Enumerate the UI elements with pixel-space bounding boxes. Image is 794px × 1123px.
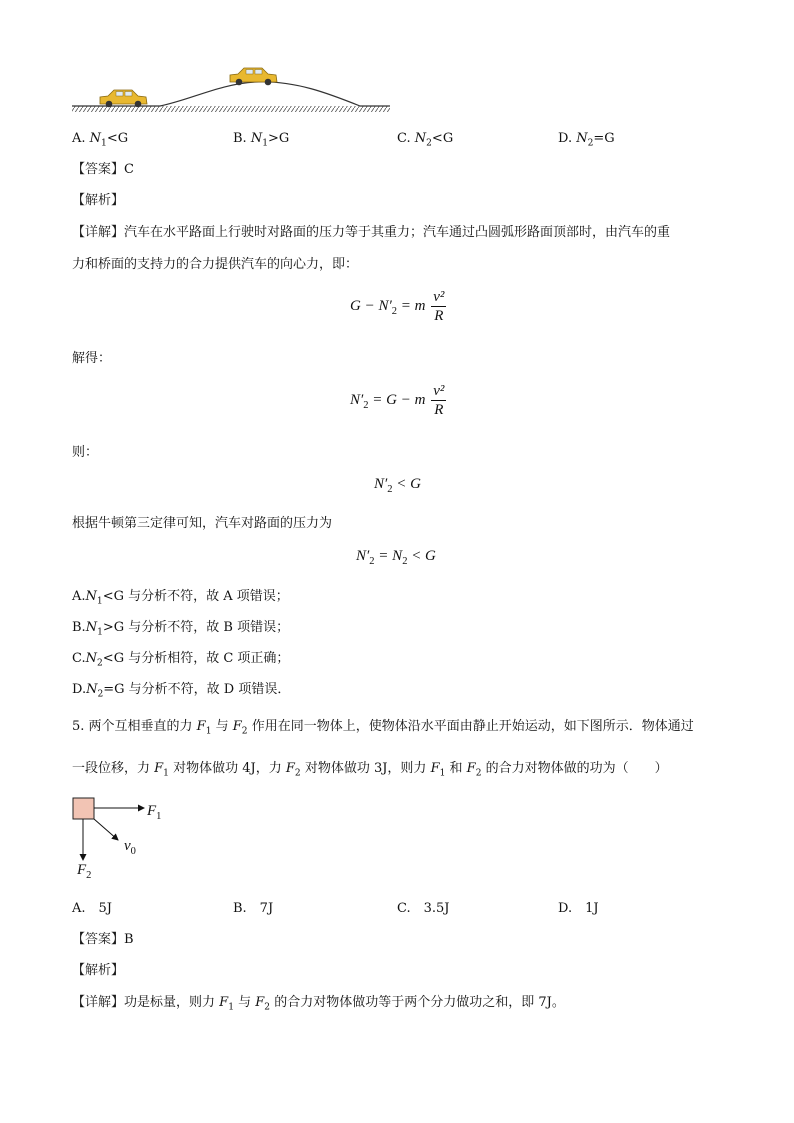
q5-option-d: D. 1J xyxy=(558,901,599,916)
q4-option-a: A. $N_1<G$ xyxy=(72,131,129,149)
q5-answer: 【答案】B xyxy=(72,932,134,947)
q4-option-c: C. $N_2<G$ xyxy=(397,131,454,149)
q5-analysis-tag: 【解析】 xyxy=(72,963,125,978)
f1-label: $F_1$ xyxy=(147,803,162,822)
f2-label: $F_2$ xyxy=(77,862,92,881)
q5-stem-line2: 一段位移，力 $F_1$ 对物体做功 4J，力 $F_2$ 对物体做功 3J，则力 $F_1$ 和 $F_2$ 的合力对物体做的功为（ ） xyxy=(72,761,668,779)
solve-label: 解得： xyxy=(72,351,112,366)
evaluation-c: $C.N_2<G$ 与分析相符，故 C 项正确； xyxy=(72,651,290,669)
car-on-flat-road-icon xyxy=(100,90,147,107)
q4-option-b: B. $N_1>G$ xyxy=(233,131,290,149)
q4-detail-line1: 【详解】汽车在水平路面上行驶时对路面的压力等于其重力；汽车通过凸圆弧形路面顶部时，由汽车的重 xyxy=(72,225,671,240)
v0-arrow xyxy=(94,819,118,840)
block xyxy=(73,798,94,819)
q5-option-a: A. 5J xyxy=(72,901,113,916)
q5-option-b: B. 7J xyxy=(233,901,274,916)
formula-centripetal: $G - N'_2 = m$ $\frac{\text{v²}}{R}$ xyxy=(350,289,445,324)
q4-detail-line2: 力和桥面的支持力的合力提供汽车的向心力，即： xyxy=(72,257,359,272)
then-label: 则： xyxy=(72,445,99,460)
q5-option-c: C. 3.5J xyxy=(397,901,450,916)
v0-label: $v_0$ xyxy=(124,838,136,857)
q4-analysis-tag: 【解析】 xyxy=(72,193,125,208)
formula-inequality: $N'_2 < G$ xyxy=(374,476,422,495)
evaluation-b: $B.N_1>G$ 与分析不符，故 B 项错误； xyxy=(72,620,290,638)
car-on-bridge-top-icon xyxy=(230,68,277,85)
formula-support-force: $N'_2 = G - m$ $\frac{\text{v²}}{R}$ xyxy=(350,383,445,418)
evaluation-a: $A.N_1<G$ 与分析不符，故 A 项错误； xyxy=(72,589,289,607)
q4-option-d: D. $N_2=G$ xyxy=(558,131,615,149)
q5-stem-line1: 5. 两个互相垂直的力 $F_1$ 与 $F_2$ 作用在同一物体上，使物体沿水平面由静止开始运动，如下图所示．物体通过 xyxy=(72,719,694,737)
formula-newton-third: $N'_2 = N_2 < G$ xyxy=(356,548,436,567)
newton-third-law-text: 根据牛顿第三定律可知，汽车对路面的压力为 xyxy=(72,516,333,531)
q5-detail: 【详解】功是标量，则力 $F_1$ 与 $F_2$ 的合力对物体做功等于两个分力做功之和，即 7J。 xyxy=(72,995,565,1013)
cars-bridge-figure xyxy=(70,60,400,120)
ground-hatch xyxy=(72,106,390,112)
q4-answer: 【答案】C xyxy=(72,162,134,177)
evaluation-d: $D.N_2=G$ 与分析不符，故 D 项错误． xyxy=(72,682,291,700)
